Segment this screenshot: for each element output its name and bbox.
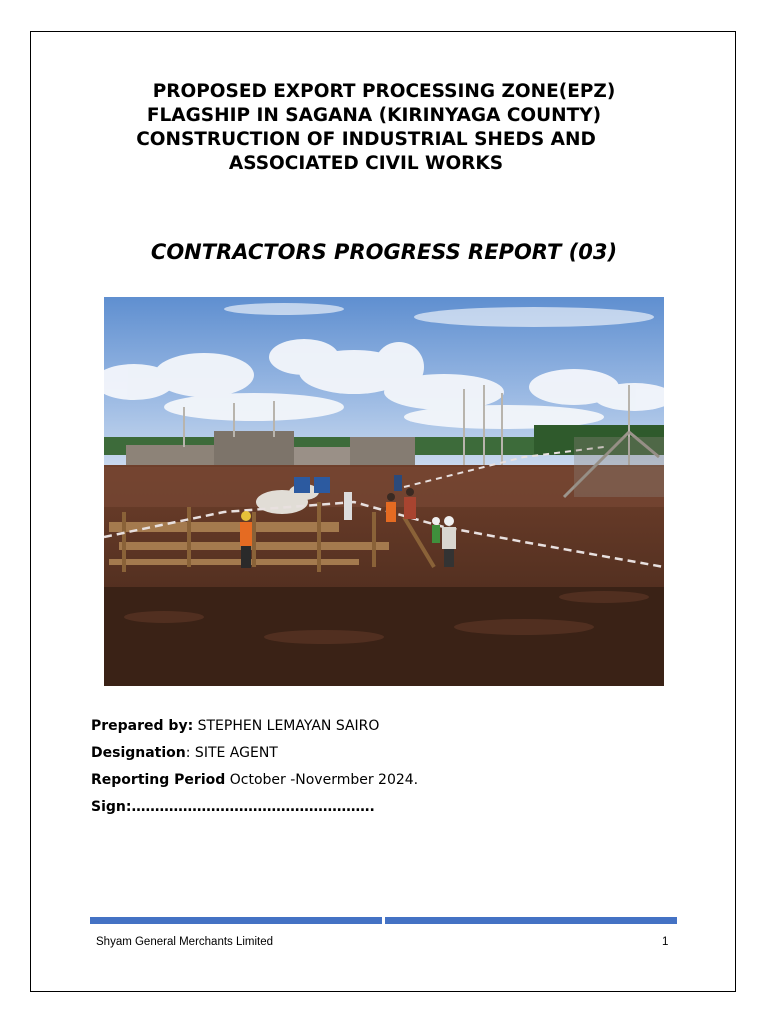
prepared-by-value: STEPHEN LEMAYAN SAIRO	[193, 718, 380, 734]
title-line-2: FLAGSHIP IN SAGANA (KIRINYAGA COUNTY)	[146, 105, 602, 126]
document-title	[0, 80, 768, 176]
construction-site-photo	[104, 297, 664, 686]
sign-row	[91, 797, 418, 824]
sign-label: Sign:…………………………………………….	[91, 799, 375, 815]
designation-label: Designation	[91, 745, 186, 761]
reporting-period-label: Reporting Period	[91, 772, 226, 788]
prepared-by-row	[91, 716, 418, 743]
designation-row	[91, 743, 418, 770]
designation-value: : SITE AGENT	[185, 745, 278, 761]
prepared-by-label: Prepared by:	[91, 718, 194, 734]
title-line-3: CONSTRUCTION OF INDUSTRIAL SHEDS AND	[136, 129, 596, 150]
reporting-period-row	[91, 770, 418, 797]
title-line-4: ASSOCIATED CIVIL WORKS	[228, 153, 504, 174]
footer-rule-right	[385, 917, 677, 924]
footer-rule-left	[90, 917, 382, 924]
reporting-period-value: October -Novermber 2024.	[225, 772, 419, 788]
footer-page-number: 1	[662, 936, 669, 948]
footer-company: Shyam General Merchants Limited	[96, 936, 274, 948]
title-line-1: PROPOSED EXPORT PROCESSING ZONE(EPZ)	[152, 81, 616, 102]
report-subtitle: CONTRACTORS PROGRESS REPORT (03)	[150, 240, 618, 264]
report-details	[91, 716, 418, 824]
